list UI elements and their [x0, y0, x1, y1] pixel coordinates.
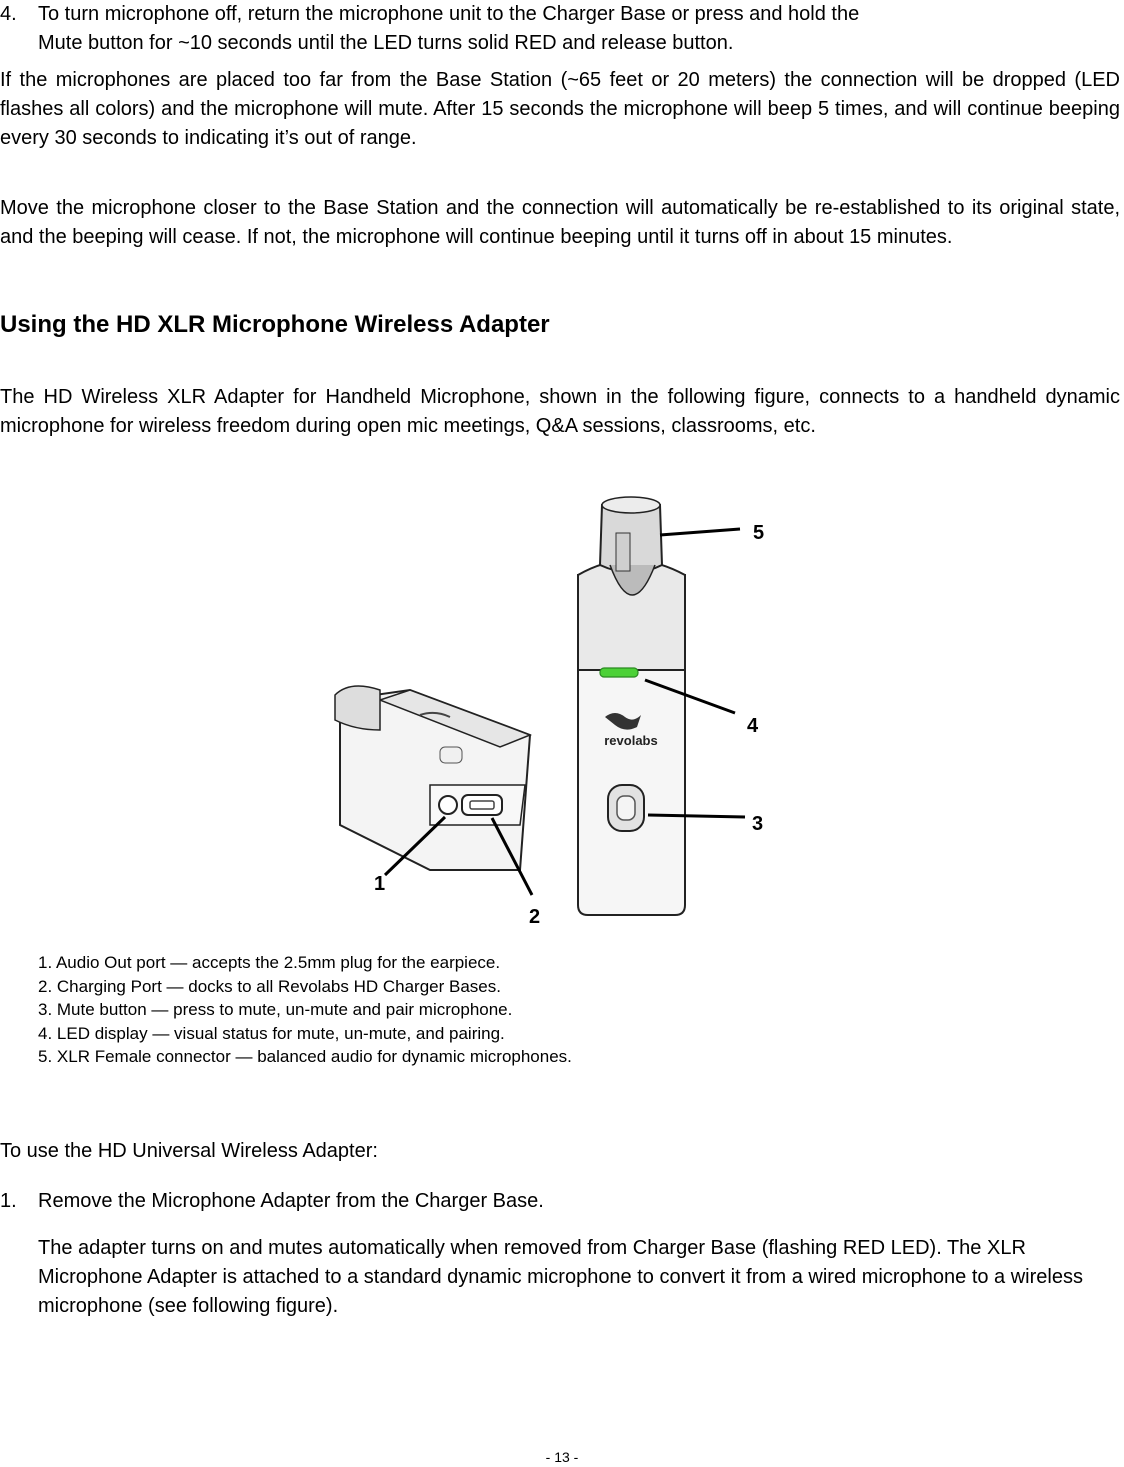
- led-display-icon: [600, 668, 638, 677]
- callout-1: 1: [374, 873, 386, 895]
- step-4-number: 4.: [0, 3, 17, 25]
- use-step-1-text: Remove the Microphone Adapter from the Charger Base.: [38, 1190, 544, 1212]
- callout-3: 3: [752, 813, 764, 835]
- adapter-side-view: [335, 686, 530, 870]
- section-heading: Using the HD XLR Microphone Wireless Adapter: [0, 311, 550, 338]
- xlr-adapter-figure: [320, 485, 780, 930]
- callout-4: 4: [747, 715, 759, 737]
- legend-item: 4. LED display — visual status for mute, un-mute, and pairing.: [38, 1023, 505, 1043]
- legend-item: 2. Charging Port — docks to all Revolabs HD Charger Bases.: [38, 976, 501, 996]
- callout-5: 5: [753, 522, 765, 544]
- figure-legend: [38, 951, 572, 1069]
- legend-item: 3. Mute button — press to mute, un-mute and pair microphone.: [38, 1000, 513, 1019]
- paragraph-reconnect: Move the microphone closer to the Base Station and the connection will automatically be re-established to its original state, and the beeping will cease. If not, the microphone will continue beeping until it turns off in about 15 minutes.: [0, 197, 1120, 248]
- callout-2: 2: [529, 906, 541, 928]
- adapter-front-view: [578, 497, 685, 915]
- page-number: - 13 -: [545, 1449, 579, 1465]
- paragraph-out-of-range: If the microphones are placed too far from the Base Station (~65 feet or 20 meters) the connection will be dropped (LED flashes all colors) and the microphone will mute. After 15 seconds the microphone will beep 5 times, and will continue beeping every 30 seconds to indicating it’s out of range.: [0, 69, 1120, 149]
- leader-line-3: [648, 815, 745, 817]
- use-step-1-detail: The adapter turns on and mutes automatically when removed from Charger Base (flashing RED LED). The XLR Microphone Adapter is attached to a standard dynamic microphone to convert it from a wired microphone to a wireless microphone (see following figure).: [38, 1237, 1083, 1317]
- use-adapter-intro: To use the HD Universal Wireless Adapter:: [0, 1140, 378, 1162]
- leader-line-5: [660, 529, 740, 535]
- audio-out-port-icon: [439, 796, 457, 814]
- step-4-line-2: Mute button for ~10 seconds until the LED turns solid RED and release button.: [38, 32, 734, 54]
- charging-port-icon: [462, 795, 502, 815]
- legend-item: 1. Audio Out port — accepts the 2.5mm plug for the earpiece.: [38, 953, 501, 972]
- brand-text: revolabs: [604, 733, 658, 748]
- legend-item: 5. XLR Female connector — balanced audio for dynamic microphones.: [38, 1047, 572, 1066]
- step-4-line-1: To turn microphone off, return the microphone unit to the Charger Base or press and hold the: [38, 3, 860, 25]
- xlr-female-connector-icon: [600, 505, 662, 573]
- use-step-1-number: 1.: [0, 1190, 17, 1212]
- paragraph-adapter-intro: The HD Wireless XLR Adapter for Handheld Microphone, shown in the following figure, connects to a handheld dynamic microphone for wireless freedom during open mic meetings, Q&A sessions, classrooms, etc.: [0, 386, 1120, 437]
